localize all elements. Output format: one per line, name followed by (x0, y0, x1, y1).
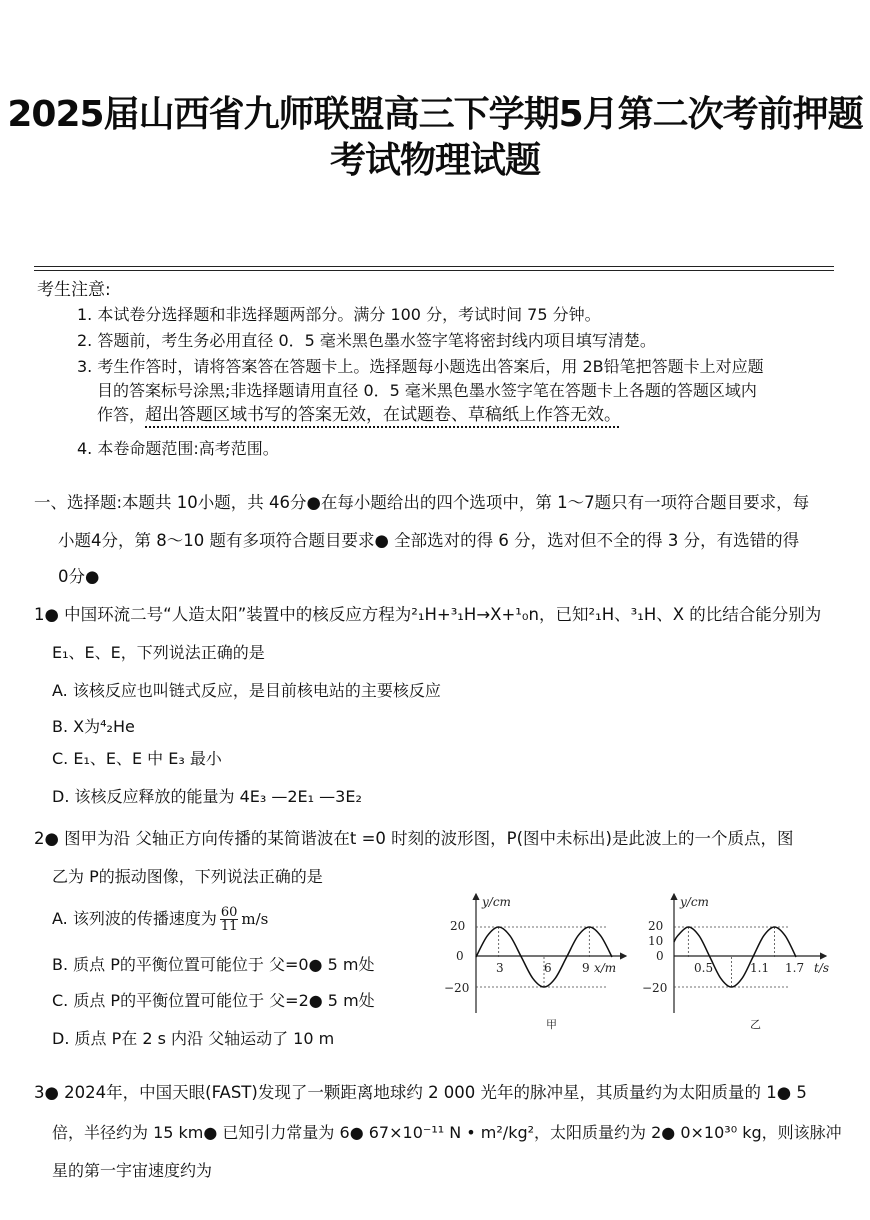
fig-b-y-tick: 20 (648, 919, 664, 933)
fraction-denominator: 11 (220, 919, 238, 934)
q3-stem-line3: 星的第一宇宙速度约为 (52, 1161, 213, 1180)
q2-stem-line1: 2● 图甲为沿 父轴正方向传播的某简谐波在t =0 时刻的波形图，P(图中未标出)是此波上的一个质点，图 (34, 829, 794, 848)
divider-top (34, 266, 834, 267)
fig-a-caption: 甲 (546, 1018, 557, 1031)
wave-curve (674, 927, 796, 987)
wave-figures (436, 888, 836, 1038)
notice-item-4: 4. 本卷命题范围:高考范围。 (77, 439, 279, 458)
fig-b-y-tick: 10 (648, 934, 664, 948)
q1-option-b: B. X为⁴₂He (52, 717, 135, 736)
fig-b-x-tick: 1.7 (785, 961, 805, 975)
fraction-numerator: 60 (220, 905, 238, 920)
notice-item-1: 1. 本试卷分选择题和非选择题两部分。满分 100 分，考试时间 75 分钟。 (77, 305, 601, 324)
document-title-line1: 2025届山西省九师联盟高三下学期5月第二次考前押题 (7, 94, 863, 135)
fig-b-x-label: t/s (814, 961, 830, 975)
q3-stem-line2: 倍，半径约为 15 km● 已知引力常量为 6● 67×10⁻¹¹ N • m²/kg²，太阳质量约为 2● 0×10³⁰ kg，则该脉冲 (52, 1123, 842, 1142)
fig-a-y-tick: 0 (456, 949, 464, 963)
fig-b-caption: 乙 (750, 1018, 761, 1031)
q1-stem-line2: E₁、E、E，下列说法正确的是 (52, 643, 265, 662)
fig-b-x-tick: 1.1 (750, 961, 770, 975)
fig-b-x-tick: 0.5 (694, 961, 714, 975)
divider-bottom (34, 270, 834, 271)
section1-instructions-line1: 一、选择题:本题共 10小题，共 46分●在每小题给出的四个选项中，第 1～7题只有一项符合题目要求，每 (34, 493, 810, 512)
q2-option-d: D. 质点 P在 2 s 内沿 父轴运动了 10 m (52, 1029, 335, 1048)
fig-b-y-tick: −20 (642, 981, 668, 995)
speed-unit: m/s (241, 910, 269, 928)
q2-option-a (52, 906, 268, 933)
q2-option-c: C. 质点 P的平衡位置可能位于 父=2● 5 m处 (52, 991, 375, 1010)
q2-option-a-text: A. 该列波的传播速度为 (52, 909, 217, 928)
fig-b-y-label: y/cm (680, 895, 709, 909)
fig-a-x-tick: 3 (496, 961, 504, 975)
q2-stem-line2: 乙为 P的振动图像，下列说法正确的是 (52, 867, 323, 886)
document-title-line2: 考试物理试题 (329, 140, 540, 181)
fig-a-y-tick: 20 (450, 919, 466, 933)
speed-fraction (220, 906, 239, 933)
fig-a-y-tick: −20 (444, 981, 470, 995)
q1-stem-line1: 1● 中国环流二号“人造太阳”装置中的核反应方程为²₁H+³₁H→X+¹₀n，已知²₁H、³₁H、X 的比结合能分别为 (34, 605, 822, 624)
q2-option-b: B. 质点 P的平衡位置可能位于 父=0● 5 m处 (52, 955, 375, 974)
q3-stem-line1: 3● 2024年，中国天眼(FAST)发现了一颗距离地球约 2 000 光年的脉冲星，其质量约为太阳质量的 1● 5 (34, 1083, 807, 1102)
fig-a-y-label: y/cm (482, 895, 511, 909)
notice-item-3-line1: 3. 考生作答时，请将答案答在答题卡上。选择题每小题选出答案后，用 2B铅笔把答题卡上对应题 (77, 357, 764, 376)
fig-a-x-tick: 9 (582, 961, 590, 975)
notice-item-3-prefix: 作答， (97, 405, 146, 424)
notice-item-2: 2. 答题前，考生务必用直径 0．5 毫米黑色墨水签字笔将密封线内项目填写清楚。 (77, 331, 656, 350)
section1-instructions-line3: 0分● (58, 567, 100, 586)
section1-instructions-line2: 小题4分，第 8～10 题有多项符合题目要求● 全部选对的得 6 分，选对但不全的得 3 分，有选错的得 (58, 531, 800, 550)
fig-b-y-tick: 0 (656, 949, 664, 963)
q1-option-a: A. 该核反应也叫链式反应，是目前核电站的主要核反应 (52, 681, 441, 700)
notice-item-3-line2: 目的答案标号涂黑;非选择题请用直径 0．5 毫米黑色墨水签字笔在答题卡上各题的答题区域内 (97, 381, 757, 400)
fig-a-x-label: x/m (594, 961, 617, 975)
q1-option-d: D. 该核反应释放的能量为 4E₃ —2E₁ —3E₂ (52, 787, 362, 806)
fig-a-x-tick: 6 (544, 961, 552, 975)
notice-item-3-line3 (97, 404, 621, 426)
q1-option-c: C. E₁、E、E 中 E₃ 最小 (52, 749, 222, 768)
notice-heading: 考生注意: (37, 280, 111, 300)
notice-item-3-emphasis: 超出答题区域书写的答案无效，在试题卷、草稿纸上作答无效。 (145, 405, 622, 425)
